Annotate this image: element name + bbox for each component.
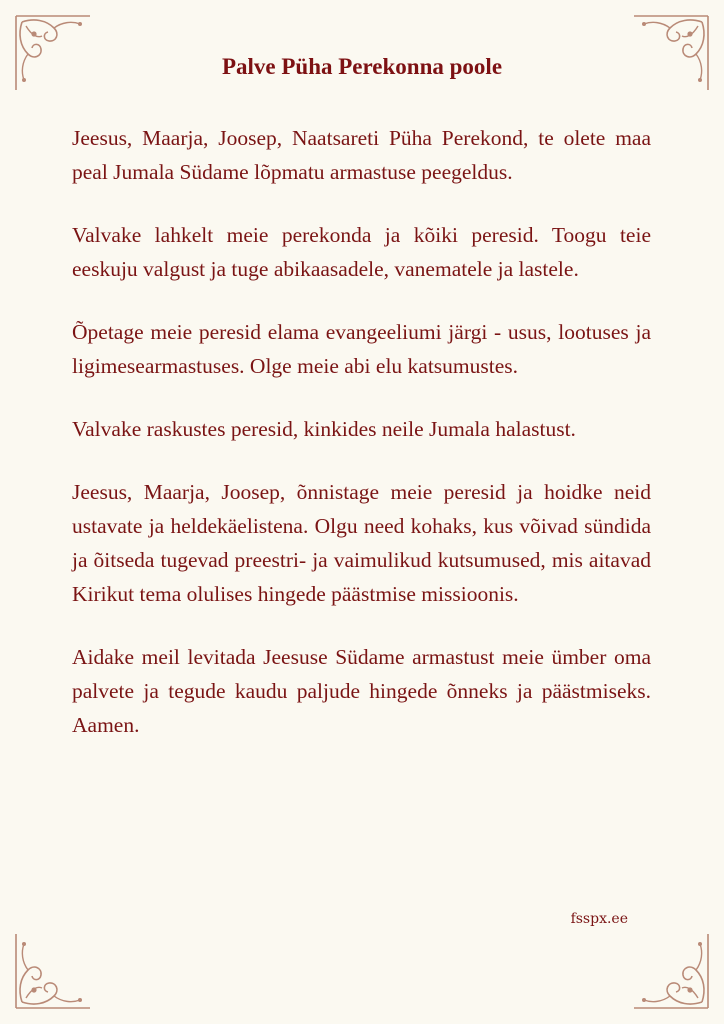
paragraph-3: Õpetage meie peresid elama evangeeliumi järgi - usus, lootuses ja ligimesearmastuses. Olge meie abi elu katsumustes. (72, 320, 651, 378)
page-title: Palve Püha Perekonna poole (221, 54, 503, 79)
paragraph-5: Jeesus, Maarja, Joosep, õnnistage meie peresid ja hoidke neid ustavate ja heldekäelistena. Olgu need kohaks, kus võivad sündida ja õitseda tugevad preestri- ja vaimulikud kutsumused, mis aitavad Kirikut tema olulises hingede päästmise missioonis. (72, 480, 651, 606)
paragraph-1: Jeesus, Maarja, Joosep, Naatsareti Püha Perekond, te olete maa peal Jumala Südame lõpmatu armastuse peegeldus. (72, 126, 651, 184)
corner-ornament-bottom-right (628, 928, 712, 1012)
prayer-body (72, 121, 651, 771)
paragraph-2: Valvake lahkelt meie perekonda ja kõiki peresid. Toogu teie eeskuju valgust ja tuge abikaasadele, vanematele ja lastele. (72, 223, 651, 281)
paragraph-6: Aidake meil levitada Jeesuse Südame armastust meie ümber oma palvete ja tegude kaudu paljude hingede õnneks ja päästmiseks. Aamen. (72, 645, 651, 737)
source-label: fsspx.ee (570, 911, 628, 927)
paragraph-4: Valvake raskustes peresid, kinkides neile Jumala halastust. (72, 417, 576, 441)
corner-ornament-bottom-left (12, 928, 96, 1012)
